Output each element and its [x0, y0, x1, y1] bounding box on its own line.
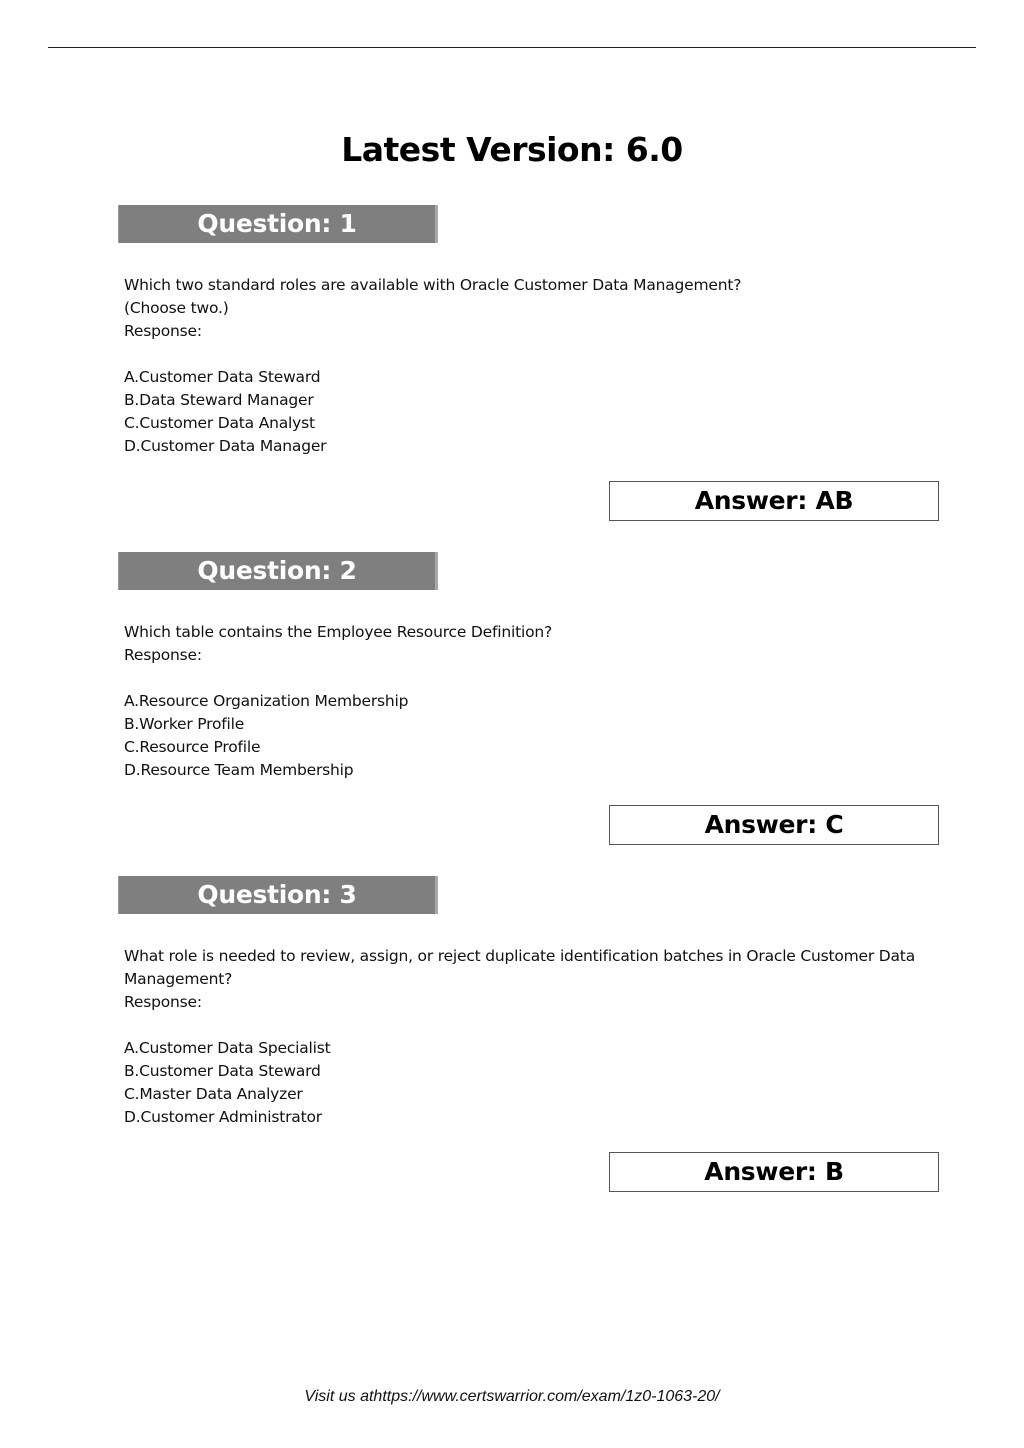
- question-2-option-b: B.Worker Profile: [124, 715, 245, 733]
- question-3-option-d: D.Customer Administrator: [124, 1108, 322, 1126]
- question-3-answer: Answer: B: [609, 1152, 939, 1192]
- question-1-text-line: Which two standard roles are available with Oracle Customer Data Management?: [124, 276, 742, 294]
- question-3-text-line: What role is needed to review, assign, or reject duplicate identification batches in Oracle Customer Data: [124, 947, 915, 965]
- question-2-body: [124, 621, 944, 782]
- question-1-answer: Answer: AB: [609, 481, 939, 521]
- question-3-option-c: C.Master Data Analyzer: [124, 1085, 303, 1103]
- question-2-option-a: A.Resource Organization Membership: [124, 692, 409, 710]
- question-3-body: [124, 945, 944, 1129]
- question-1-option-a: A.Customer Data Steward: [124, 368, 321, 386]
- question-3-text-line: Management?: [124, 970, 233, 988]
- top-divider: [48, 47, 976, 48]
- question-2-answer: Answer: C: [609, 805, 939, 845]
- question-1-text-line: Response:: [124, 322, 202, 340]
- question-1-option-b: B.Data Steward Manager: [124, 391, 314, 409]
- question-1-body: [124, 274, 944, 458]
- question-3-option-b: B.Customer Data Steward: [124, 1062, 321, 1080]
- question-1-option-c: C.Customer Data Analyst: [124, 414, 315, 432]
- question-2-option-d: D.Resource Team Membership: [124, 761, 354, 779]
- footer-link-text: Visit us athttps://www.certswarrior.com/exam/1z0-1063-20/: [304, 1388, 720, 1405]
- question-3-text-line: Response:: [124, 993, 202, 1011]
- question-1-header: Question: 1: [118, 205, 438, 243]
- question-2-header: Question: 2: [118, 552, 438, 590]
- question-2-option-c: C.Resource Profile: [124, 738, 261, 756]
- question-2-text-line: Response:: [124, 646, 202, 664]
- page-title: Latest Version: 6.0: [341, 130, 683, 169]
- question-1-option-d: D.Customer Data Manager: [124, 437, 327, 455]
- question-3-option-a: A.Customer Data Specialist: [124, 1039, 331, 1057]
- question-3-header: Question: 3: [118, 876, 438, 914]
- question-2-text-line: Which table contains the Employee Resource Definition?: [124, 623, 552, 641]
- question-1-text-line: (Choose two.): [124, 299, 229, 317]
